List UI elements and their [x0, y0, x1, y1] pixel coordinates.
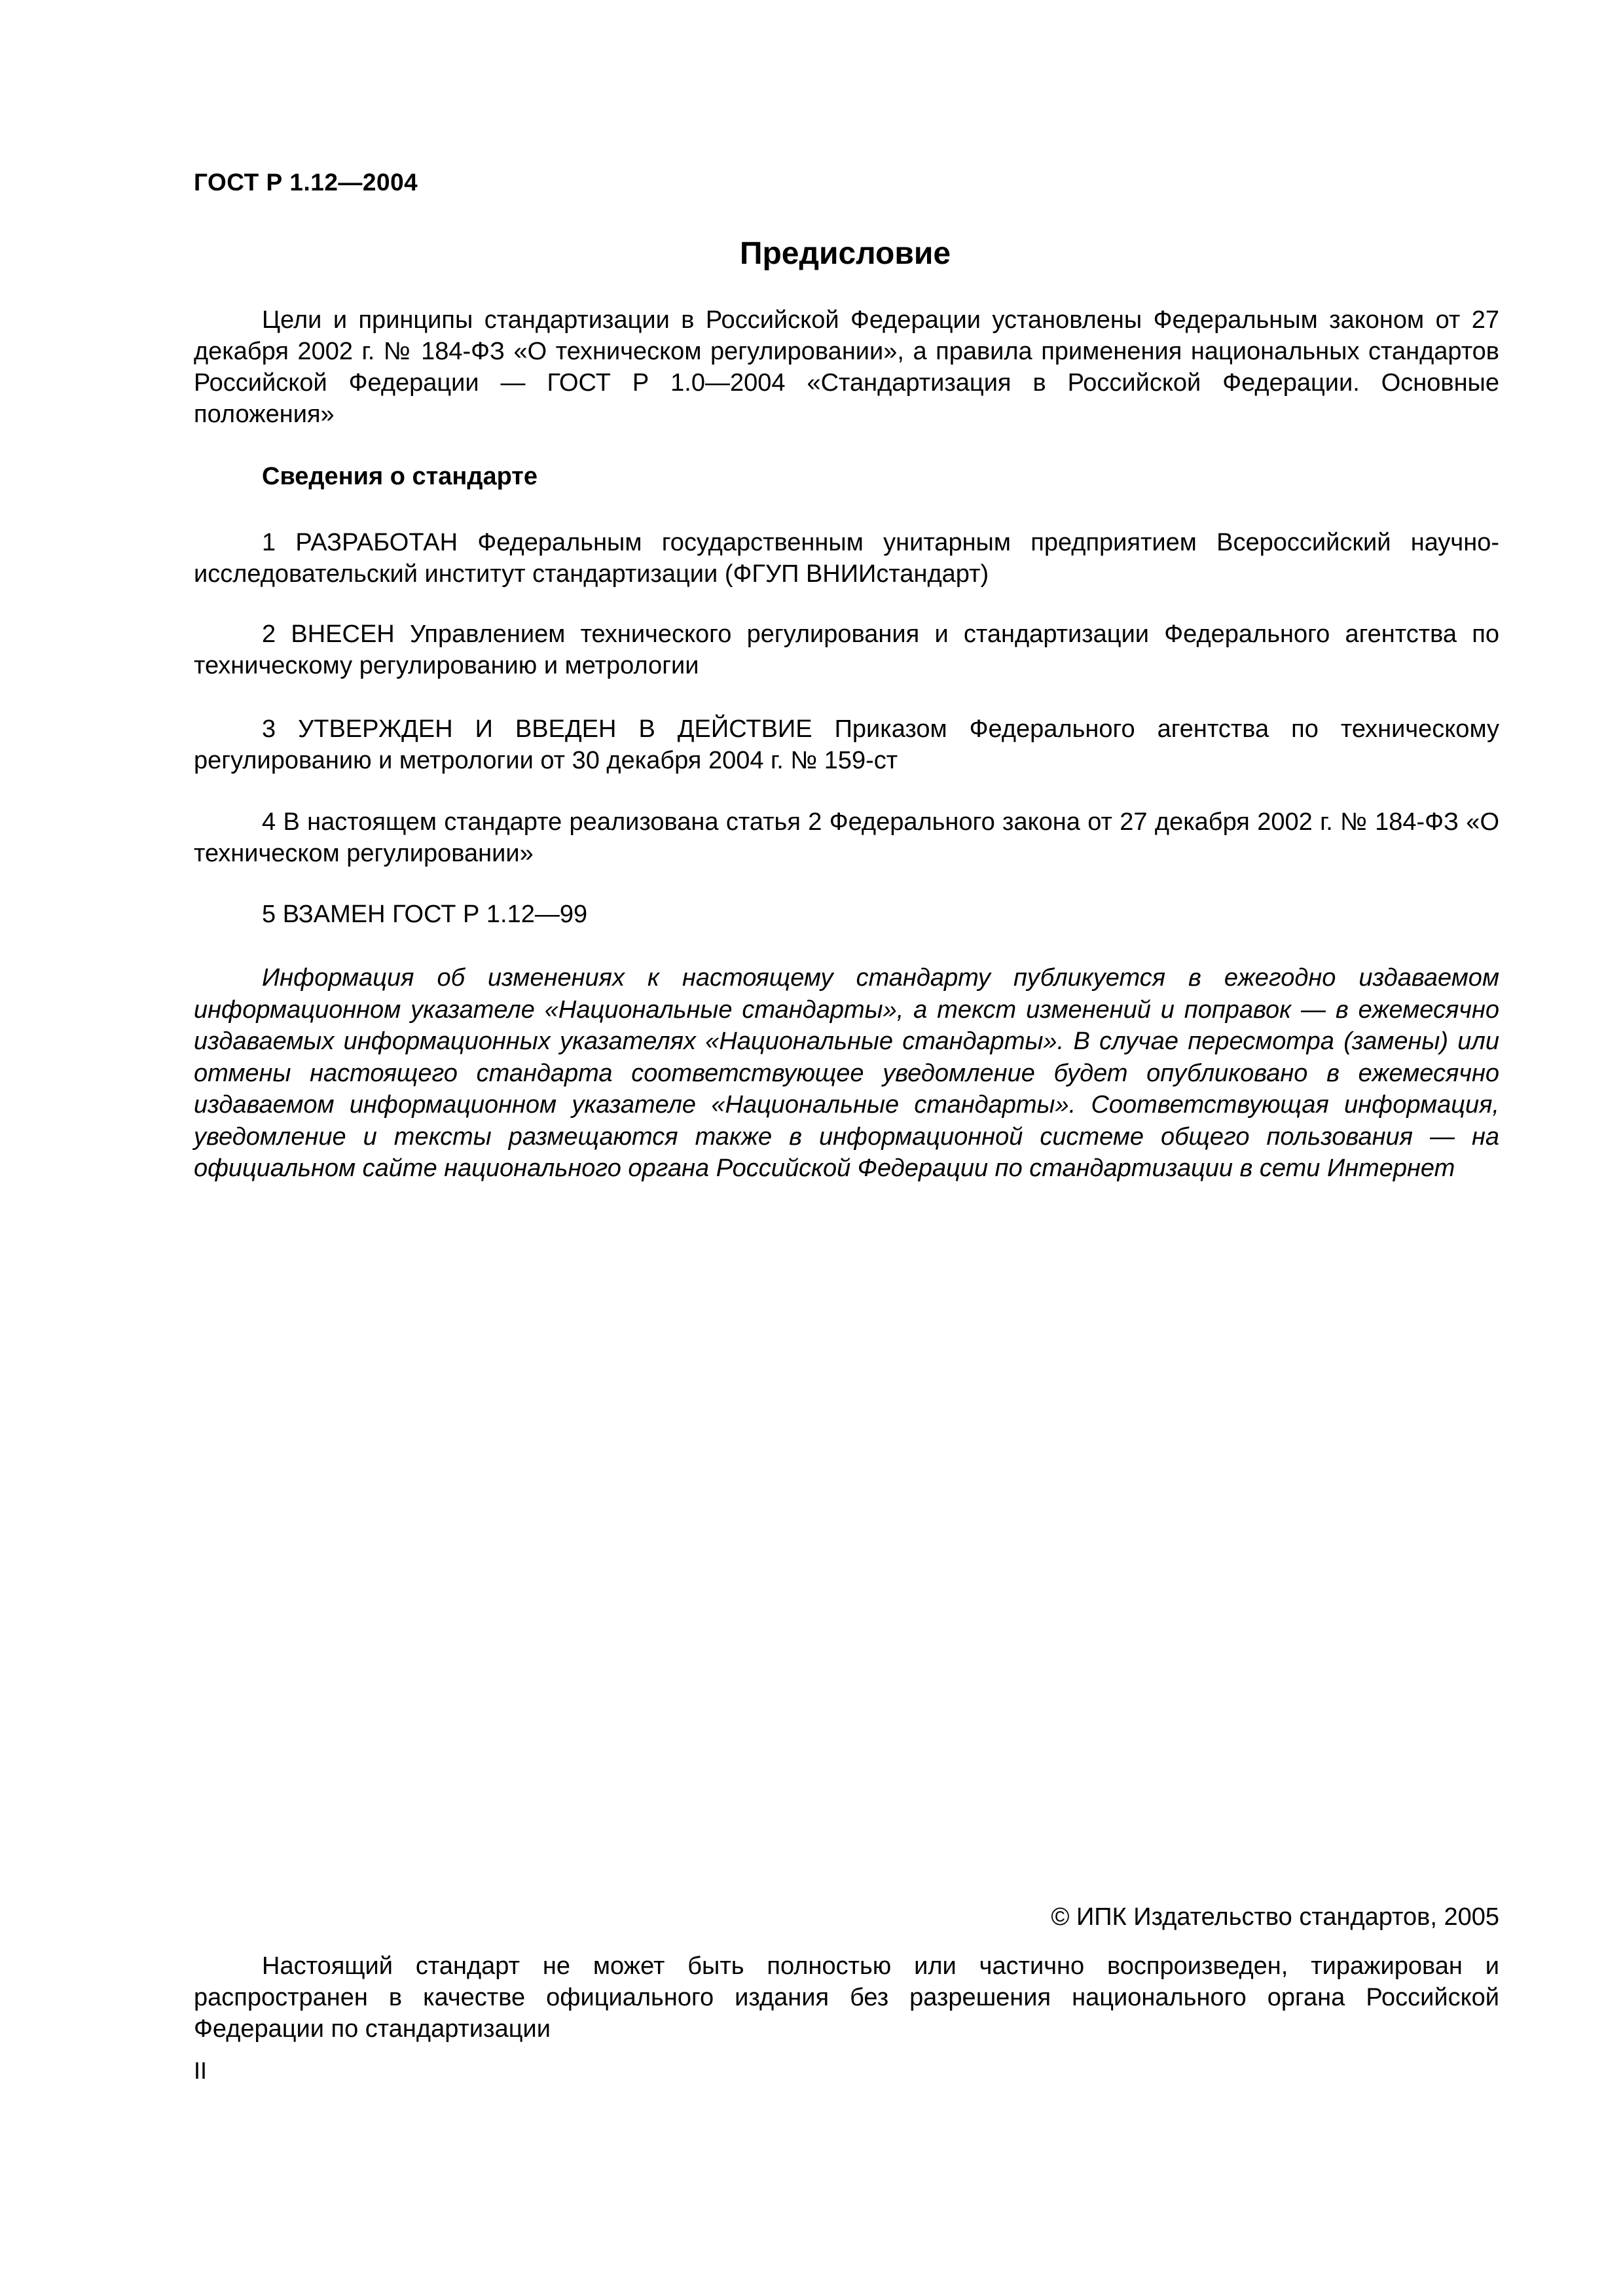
standard-code: ГОСТ Р 1.12—2004 [194, 169, 418, 196]
info-item-4: 4 В настоящем стандарте реализована статья 2 Федерального закона от 27 декабря 2002 г. № 184-ФЗ «О техническом регулировании» [194, 808, 1499, 867]
copyright-line: © ИПК Издательство стандартов, 2005 [1051, 1903, 1499, 1931]
changes-info-note: Информация об изменениях к настоящему стандарту публикуется в ежегодно издаваемом информационном указателе «Национальные стандарты», а текст изменений и поправок — в ежемесячно издаваемых информационных указателях «Национальные стандарты». В случае пересмотра (замены) или отмены настоящего стандарта соответствующее уведомление будет опубликовано в ежемесячно издаваемом информационном указателе «Национальные стандарты». Соответствующая информация, уведомление и тексты размещаются также в информационной системе общего пользования — на официальном сайте национального органа Российской Федерации по стандартизации в сети Интернет [194, 964, 1499, 1182]
page-title: Предисловие [739, 236, 951, 271]
section-subheading: Сведения о стандарте [262, 463, 538, 490]
page-number: II [194, 2057, 208, 2084]
intro-paragraph: Цели и принципы стандартизации в Российской Федерации установлены Федеральным законом от 27 декабря 2002 г. № 184-ФЗ «О техническом регулировании», а правила применения национальных стандартов Российской Федерации — ГОСТ Р 1.0—2004 «Стандартизация в Российской Федерации. Основные положения» [194, 306, 1499, 428]
info-item-3: 3 УТВЕРЖДЕН И ВВЕДЕН В ДЕЙСТВИЕ Приказом Федерального агентства по техническому регулированию и метрологии от 30 декабря 2004 г. № 159-ст [194, 715, 1499, 774]
info-item-5: 5 ВЗАМЕН ГОСТ Р 1.12—99 [262, 901, 588, 928]
info-item-1: 1 РАЗРАБОТАН Федеральным государственным унитарным предприятием Всероссийский научно-исследовательский институт стандартизации (ФГУП ВНИИстандарт) [194, 529, 1499, 588]
rights-notice: Настоящий стандарт не может быть полностью или частично воспроизведен, тиражирован и распространен в качестве официального издания без разрешения национального органа Российской Федерации по стандартизации [194, 1952, 1499, 2043]
info-item-2: 2 ВНЕСЕН Управлением технического регулирования и стандартизации Федерального агентства по техническому регулированию и метрологии [194, 620, 1499, 679]
